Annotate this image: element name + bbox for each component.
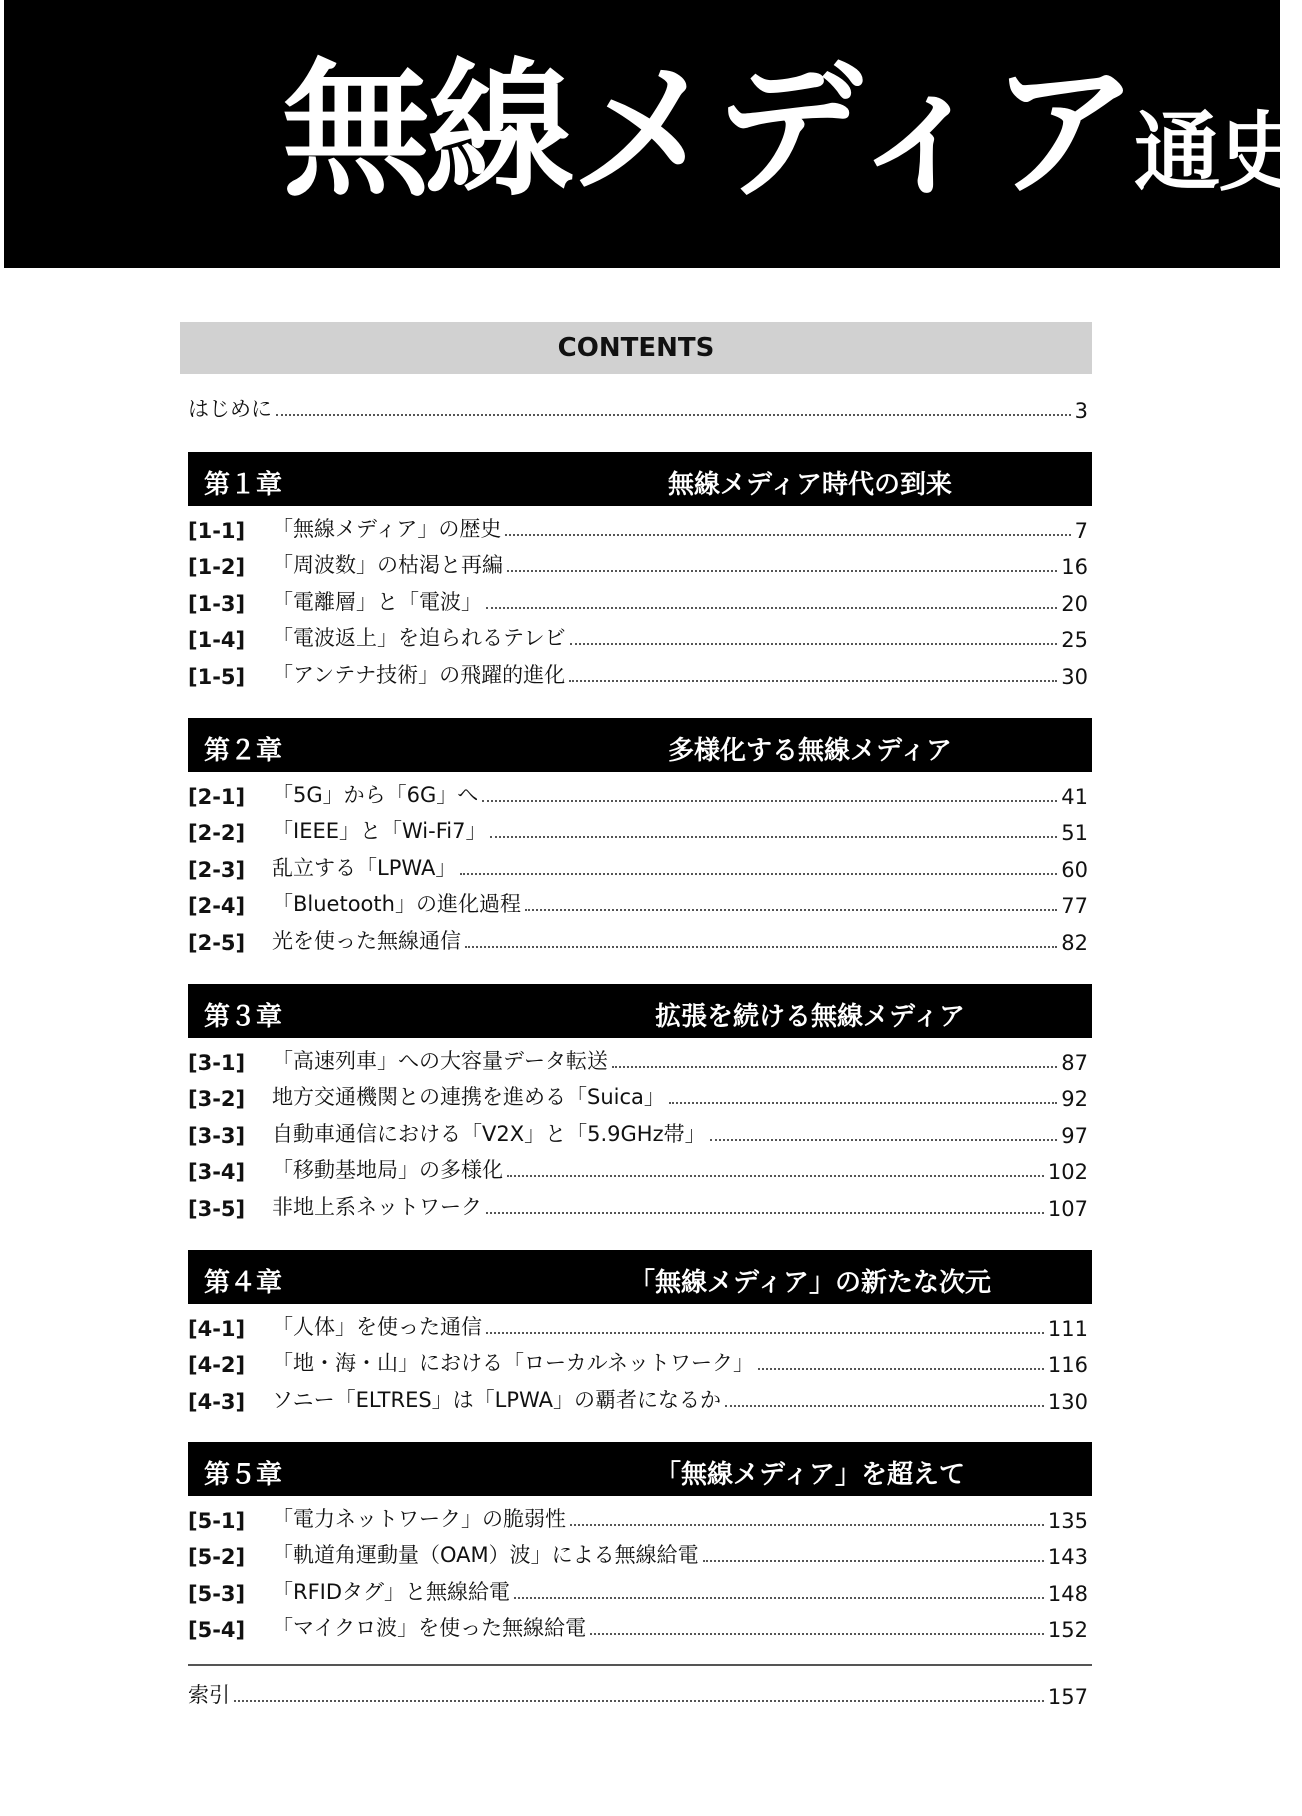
section-number: [1-1] <box>188 518 246 543</box>
section-1-5[interactable] <box>188 652 1088 689</box>
section-1-2[interactable] <box>188 543 1088 580</box>
section-3-4[interactable] <box>188 1148 1088 1185</box>
section-title: 「電離層」と「電波」 <box>272 589 482 614</box>
section-title: 「移動基地局」の多様化 <box>272 1158 503 1183</box>
leader-dots <box>486 1332 1044 1334</box>
leader-dots <box>465 946 1057 948</box>
leader-dots <box>460 873 1057 875</box>
leader-dots <box>612 1066 1057 1068</box>
section-page: 7 <box>1074 518 1088 543</box>
section-page: 107 <box>1047 1196 1088 1221</box>
section-1-4[interactable] <box>188 616 1088 653</box>
chapter-4-sections <box>188 1304 1088 1414</box>
section-number: [4-2] <box>188 1353 246 1378</box>
section-number: [3-1] <box>188 1050 246 1075</box>
book-title-main: 無線メディア <box>282 43 1135 217</box>
leader-dots <box>590 1633 1044 1635</box>
section-3-5[interactable] <box>188 1184 1088 1221</box>
section-3-3[interactable] <box>188 1111 1088 1148</box>
section-number: [2-1] <box>188 784 246 809</box>
section-page: 116 <box>1047 1353 1088 1378</box>
chapter-1-label: 第１章 <box>204 470 283 500</box>
section-title: 「アンテナ技術」の飛躍的進化 <box>272 662 566 687</box>
section-number: [3-2] <box>188 1087 246 1112</box>
leader-dots <box>570 643 1058 645</box>
chapter-3-title: 拡張を続ける無線メディア <box>655 1002 965 1032</box>
intro-entry[interactable] <box>188 386 1088 423</box>
chapter-3-header[interactable] <box>188 984 1092 1038</box>
intro-page: 3 <box>1074 398 1088 423</box>
leader-dots <box>570 1524 1044 1526</box>
section-number: [2-5] <box>188 930 246 955</box>
section-number: [2-3] <box>188 857 246 882</box>
index-page: 157 <box>1047 1684 1088 1709</box>
section-title: 「電力ネットワーク」の脆弱性 <box>272 1506 566 1531</box>
chapter-1-header[interactable] <box>188 452 1092 506</box>
section-page: 143 <box>1047 1545 1088 1570</box>
section-page: 25 <box>1061 628 1088 653</box>
leader-dots <box>507 1175 1044 1177</box>
intro-title: はじめに <box>188 396 272 421</box>
section-1-1[interactable] <box>188 506 1088 543</box>
book-title-sub: 通史 <box>1134 102 1302 203</box>
section-5-1[interactable] <box>188 1496 1088 1533</box>
leader-dots <box>758 1368 1044 1370</box>
index-entry[interactable] <box>188 1672 1088 1709</box>
leader-dots <box>276 414 1071 416</box>
section-4-3[interactable] <box>188 1377 1088 1414</box>
section-page: 20 <box>1061 591 1088 616</box>
section-page: 87 <box>1061 1050 1088 1075</box>
chapter-4-title: 「無線メディア」の新たな次元 <box>629 1268 991 1298</box>
section-page: 102 <box>1047 1160 1088 1185</box>
section-3-1[interactable] <box>188 1038 1088 1075</box>
leader-dots <box>505 534 1070 536</box>
book-title <box>282 43 1302 217</box>
section-title: 「電波返上」を迫られるテレビ <box>272 626 566 651</box>
section-number: [4-1] <box>188 1316 246 1341</box>
section-number: [2-2] <box>188 821 246 846</box>
section-number: [1-3] <box>188 591 246 616</box>
leader-dots <box>710 1139 1058 1141</box>
chapter-3-sections <box>188 1038 1088 1221</box>
section-title: 「人体」を使った通信 <box>272 1314 482 1339</box>
section-title: 「無線メディア」の歴史 <box>272 516 502 541</box>
section-number: [5-4] <box>188 1618 246 1643</box>
section-page: 77 <box>1061 894 1088 919</box>
chapter-2-label: 第２章 <box>204 736 283 766</box>
section-title: 「軌道角運動量（OAM）波」による無線給電 <box>272 1543 699 1568</box>
index-divider <box>188 1664 1092 1666</box>
leader-dots <box>669 1102 1057 1104</box>
section-3-2[interactable] <box>188 1075 1088 1112</box>
section-4-2[interactable] <box>188 1341 1088 1378</box>
chapter-5-header[interactable] <box>188 1442 1092 1496</box>
section-page: 60 <box>1061 857 1088 882</box>
section-1-3[interactable] <box>188 579 1088 616</box>
section-title: 「マイクロ波」を使った無線給電 <box>272 1616 587 1641</box>
section-2-2[interactable] <box>188 809 1088 846</box>
section-title: 「周波数」の枯渇と再編 <box>272 553 503 578</box>
chapter-2-sections <box>188 772 1088 955</box>
section-title: 「Bluetooth」の進化過程 <box>272 892 521 917</box>
section-title: 光を使った無線通信 <box>272 928 461 953</box>
section-title: 乱立する「LPWA」 <box>272 855 457 880</box>
section-2-1[interactable] <box>188 772 1088 809</box>
section-title: 自動車通信における「V2X」と「5.9GHz帯」 <box>272 1121 706 1146</box>
chapter-2-header[interactable] <box>188 718 1092 772</box>
section-title: 地方交通機関との連携を進める「Suica」 <box>272 1085 665 1110</box>
leader-dots <box>569 680 1057 682</box>
leader-dots <box>525 909 1057 911</box>
leader-dots <box>234 1700 1044 1702</box>
section-page: 152 <box>1047 1618 1088 1643</box>
chapter-2-title: 多様化する無線メディア <box>668 736 952 766</box>
section-number: [3-4] <box>188 1160 246 1185</box>
section-page: 51 <box>1061 821 1088 846</box>
section-number: [1-4] <box>188 628 246 653</box>
section-2-3[interactable] <box>188 845 1088 882</box>
section-title: ソニー「ELTRES」は「LPWA」の覇者になるか <box>272 1387 722 1412</box>
chapter-4-header[interactable] <box>188 1250 1092 1304</box>
section-page: 97 <box>1061 1123 1088 1148</box>
section-page: 148 <box>1047 1581 1088 1606</box>
section-2-5[interactable] <box>188 918 1088 955</box>
chapter-4-label: 第４章 <box>204 1268 283 1298</box>
section-title: 非地上系ネットワーク <box>272 1194 482 1219</box>
section-number: [5-2] <box>188 1545 246 1570</box>
section-page: 82 <box>1061 930 1088 955</box>
section-number: [5-1] <box>188 1508 246 1533</box>
contents-heading: CONTENTS <box>180 322 1092 374</box>
section-number: [1-2] <box>188 555 246 580</box>
leader-dots <box>486 607 1057 609</box>
chapter-1-sections <box>188 506 1088 689</box>
section-title: 「5G」から「6G」へ <box>272 782 479 807</box>
section-2-4[interactable] <box>188 882 1088 919</box>
section-4-1[interactable] <box>188 1304 1088 1341</box>
section-number: [4-3] <box>188 1389 246 1414</box>
section-number: [3-3] <box>188 1123 246 1148</box>
section-page: 111 <box>1047 1316 1088 1341</box>
leader-dots <box>482 800 1057 802</box>
section-title: 「RFIDタグ」と無線給電 <box>272 1579 511 1604</box>
section-title: 「IEEE」と「Wi-Fi7」 <box>272 819 487 844</box>
section-title: 「高速列車」への大容量データ転送 <box>272 1048 608 1073</box>
section-number: [3-5] <box>188 1196 246 1221</box>
section-page: 30 <box>1061 664 1088 689</box>
section-number: [2-4] <box>188 894 246 919</box>
leader-dots <box>514 1597 1044 1599</box>
section-page: 92 <box>1061 1087 1088 1112</box>
chapter-1-title: 無線メディア時代の到来 <box>668 470 952 500</box>
section-5-4[interactable] <box>188 1606 1088 1643</box>
section-page: 130 <box>1047 1389 1088 1414</box>
section-page: 41 <box>1061 784 1088 809</box>
section-title: 「地・海・山」における「ローカルネットワーク」 <box>272 1351 754 1376</box>
leader-dots <box>486 1212 1044 1214</box>
chapter-5-label: 第５章 <box>204 1460 283 1490</box>
leader-dots <box>725 1405 1044 1407</box>
section-page: 16 <box>1061 555 1088 580</box>
section-5-3[interactable] <box>188 1569 1088 1606</box>
section-number: [5-3] <box>188 1581 246 1606</box>
chapter-3-label: 第３章 <box>204 1002 283 1032</box>
section-page: 135 <box>1047 1508 1088 1533</box>
leader-dots <box>490 836 1057 838</box>
leader-dots <box>507 570 1057 572</box>
chapter-5-sections <box>188 1496 1088 1642</box>
leader-dots <box>703 1560 1044 1562</box>
chapter-5-title: 「無線メディア」を超えて <box>655 1460 965 1490</box>
index-title: 索引 <box>188 1682 230 1707</box>
section-number: [1-5] <box>188 664 246 689</box>
section-5-2[interactable] <box>188 1533 1088 1570</box>
